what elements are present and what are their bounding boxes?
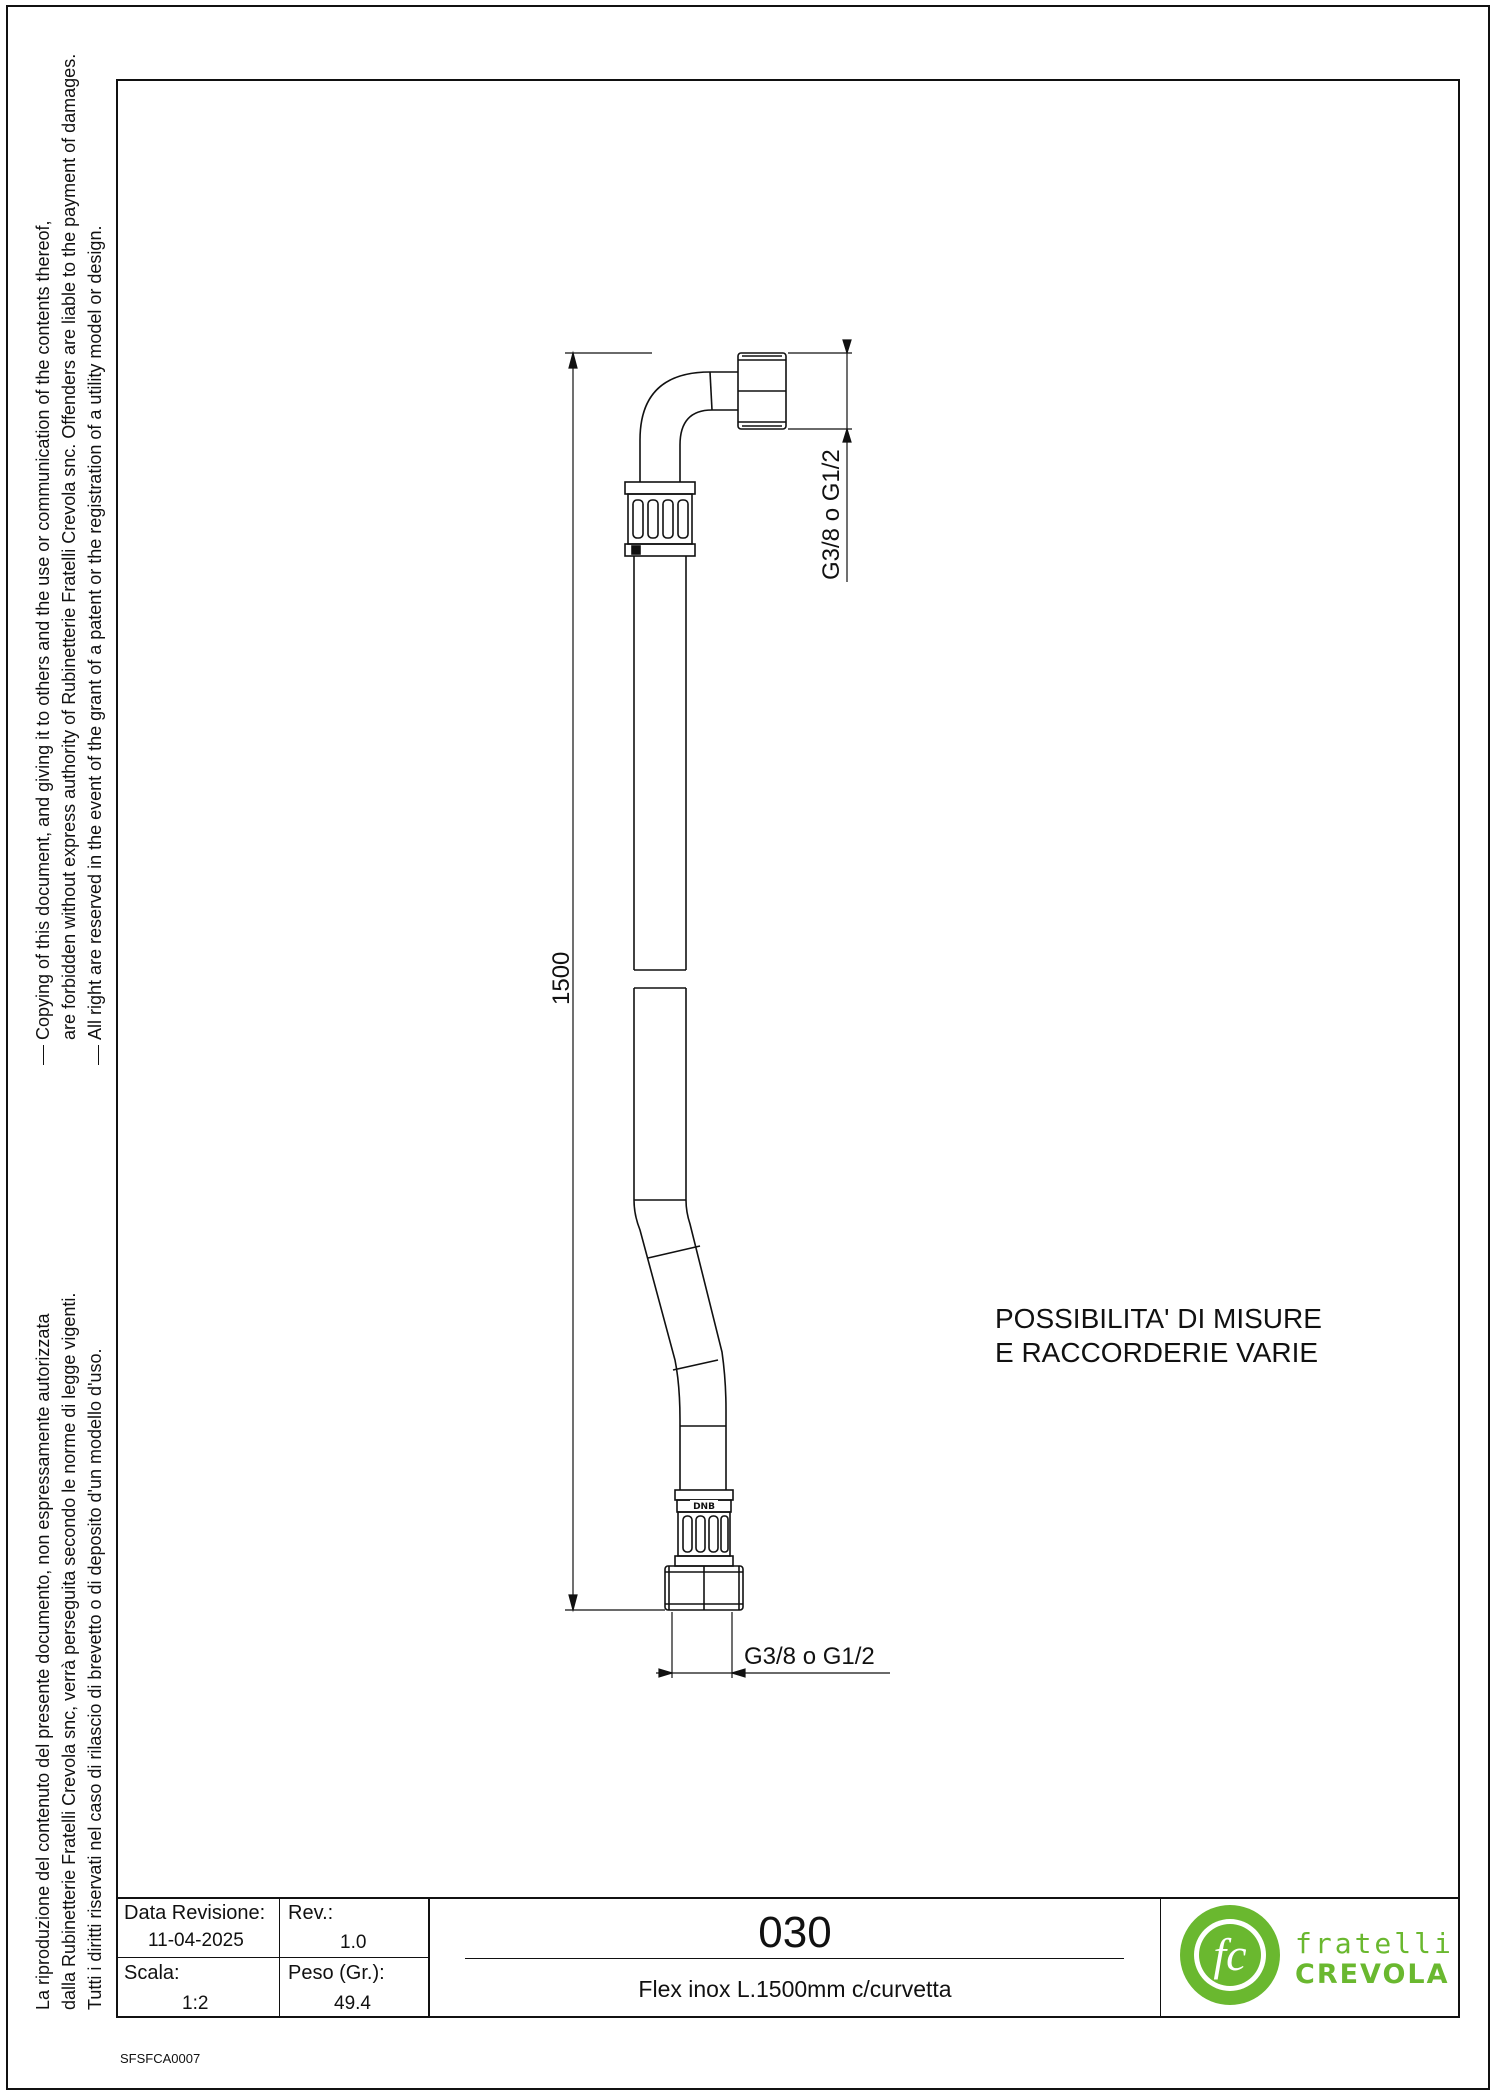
logo-monogram: fc <box>1213 1929 1247 1980</box>
legal-english-line-3: All right are reserved in the event of the grant of a patent or the registration of a utility model or design. <box>85 225 105 1040</box>
document-code: SFSFCA0007 <box>120 2051 201 2066</box>
note-misure <box>995 1302 1322 1370</box>
dim-length-label: 1500 <box>548 951 575 1005</box>
logo-word-crevola: CREVOLA <box>1295 1959 1450 1990</box>
weight-value: 49.4 <box>334 1993 371 2014</box>
weight-label: Peso (Gr.): <box>288 1962 385 1984</box>
legal-english-line-2: are forbidden without express authority of Rubinetterie Fratelli Crevola snc. Offenders are liable to the payment of damages. <box>59 53 79 1040</box>
scale-value: 1:2 <box>182 1993 209 2014</box>
s-bend-left <box>634 1200 680 1490</box>
dim-bottom-thread-label: G3/8 o G1/2 <box>744 1643 875 1670</box>
scale-label: Scala: <box>124 1962 180 1984</box>
logo-word-fratelli: fratelli <box>1295 1927 1454 1960</box>
date-label: Data Revisione: <box>124 1902 266 1924</box>
ferrule-top-body <box>628 494 692 544</box>
nut-mark: DNB <box>693 1502 715 1512</box>
note-line-1: POSSIBILITA' DI MISURE <box>995 1303 1322 1334</box>
dim-top-thread-label: G3/8 o G1/2 <box>818 449 845 580</box>
legal-english-line-1: Copying of this document, and giving it to others and the use or communication of the contents thereof, <box>33 220 53 1040</box>
elbow-inner <box>680 410 738 482</box>
drawing-number: 030 <box>758 1908 832 1957</box>
rev-label: Rev.: <box>288 1902 334 1924</box>
s-bend-right <box>686 1200 726 1490</box>
ferrule-top-cap <box>625 482 695 494</box>
title-block-top-border <box>116 1897 1460 1899</box>
legal-italian-line-3: Tutti i diritti riservati nel caso di rilascio di brevetto o di deposito d'un modello d'uso. <box>85 1348 105 2010</box>
legal-italian-line-1: La riproduzione del contenuto del presente documento, non espressamente autorizzata <box>33 1313 53 2010</box>
crevola-logo-mark <box>1180 1905 1280 2005</box>
legal-italian-line-2: dalla Rubinetterie Fratelli Crevola snc, verrà perseguita secondo le norme di legge vigenti. <box>59 1292 79 2010</box>
ferrule-bottom-cap <box>675 1490 733 1500</box>
note-line-2: E RACCORDERIE VARIE <box>995 1337 1319 1368</box>
rev-value: 1.0 <box>340 1932 367 1953</box>
drawing-description: Flex inox L.1500mm c/curvetta <box>638 1976 952 2002</box>
elbow-outer <box>640 372 738 482</box>
elbow-joint <box>710 372 712 410</box>
date-value: 11-04-2025 <box>148 1930 244 1951</box>
